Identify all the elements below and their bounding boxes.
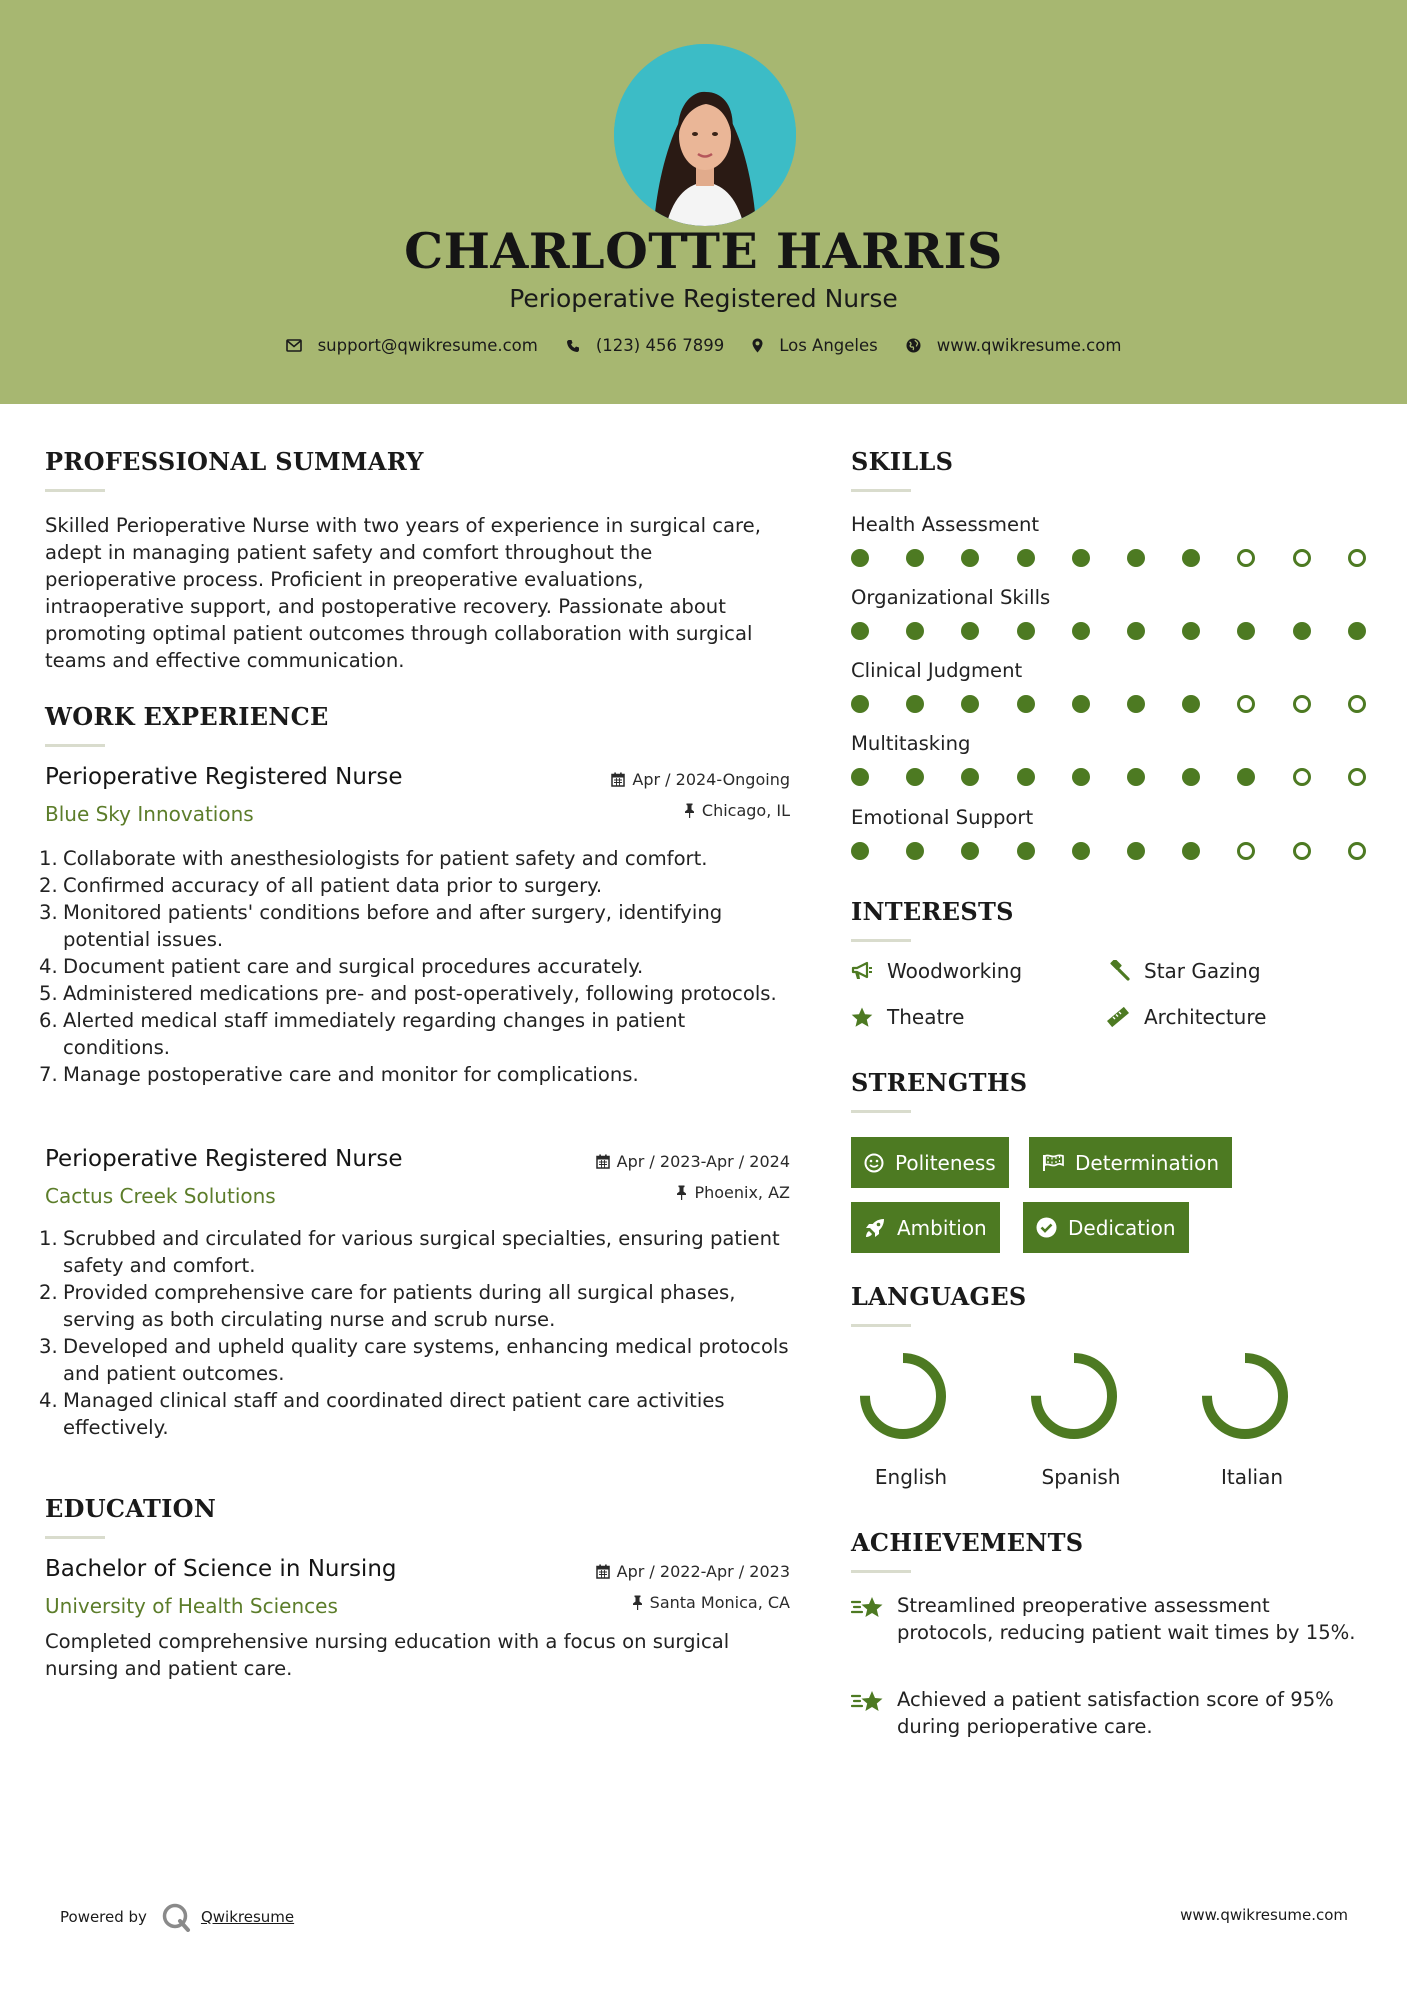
skill-dot-filled — [1072, 549, 1090, 567]
interest-item — [1106, 959, 1261, 983]
job-bullet-text: Managed clinical staff and coordinated direct patient care activities effectively. — [63, 1389, 725, 1439]
skill-dot-filled — [1127, 842, 1145, 860]
interest-label: Theatre — [887, 1005, 965, 1029]
section-rule-strengths — [851, 1110, 911, 1113]
smile-icon — [864, 1153, 884, 1173]
section-title-achievements: ACHIEVEMENTS — [851, 1528, 1084, 1557]
skill-dot-filled — [961, 768, 979, 786]
section-title-experience: WORK EXPERIENCE — [45, 702, 329, 731]
interest-item — [851, 959, 1022, 983]
powered-by-label: Powered by — [60, 1908, 147, 1926]
skill-rating — [851, 622, 1367, 642]
job-bullet — [39, 1061, 790, 1088]
skill-name: Emotional Support — [851, 806, 1034, 829]
skill-dot-empty — [1348, 695, 1366, 713]
bullet-number: 6. — [39, 1009, 58, 1032]
skill-rating — [851, 549, 1367, 569]
language-proficiency-ring — [857, 1350, 949, 1442]
skill-dot-empty — [1348, 549, 1366, 567]
candidate-title: Perioperative Registered Nurse — [509, 284, 898, 313]
skill-dot-filled — [1182, 622, 1200, 640]
map-pin-icon — [752, 338, 763, 353]
section-rule-education — [45, 1536, 105, 1539]
envelope-icon — [286, 339, 302, 352]
resume-header — [0, 0, 1407, 404]
language-name: English — [874, 1465, 948, 1489]
job-bullet-list — [39, 1225, 790, 1441]
job-location-text: Phoenix, AZ — [694, 1183, 790, 1202]
skill-name: Organizational Skills — [851, 586, 1051, 609]
contact-location — [752, 336, 878, 355]
qwikresume-link[interactable]: Qwikresume — [200, 1908, 295, 1926]
language-ring-arc — [865, 1358, 941, 1434]
strength-label: Determination — [1075, 1150, 1220, 1175]
strength-tag — [851, 1137, 1009, 1188]
strength-tag — [851, 1202, 1000, 1253]
interest-item — [851, 1005, 964, 1029]
achievement-text: Achieved a patient satisfaction score of 95% during perioperative care. — [897, 1688, 1334, 1738]
job-bullet-text: Collaborate with anesthesiologists for patient safety and comfort. — [63, 847, 708, 870]
contact-email[interactable] — [286, 336, 538, 355]
bullet-number: 1. — [39, 847, 58, 870]
job-entry-header — [45, 1146, 790, 1216]
section-title-summary: PROFESSIONAL SUMMARY — [45, 447, 424, 476]
skill-dot-empty — [1293, 695, 1311, 713]
skill-dot-filled — [1348, 622, 1366, 640]
skill-dot-filled — [906, 842, 924, 860]
section-rule-achievements — [851, 1570, 911, 1573]
strength-label: Politeness — [895, 1150, 996, 1175]
contact-phone-text: (123) 456 7899 — [595, 336, 725, 355]
globe-icon — [906, 338, 921, 353]
skill-dot-filled — [961, 842, 979, 860]
education-dates-text: Apr / 2022-Apr / 2023 — [616, 1562, 790, 1581]
skill-dot-filled — [851, 842, 869, 860]
profile-photo — [614, 44, 796, 226]
skill-dot-filled — [1072, 842, 1090, 860]
skill-dot-filled — [1237, 768, 1255, 786]
skill-name: Multitasking — [851, 732, 971, 755]
contact-row — [0, 336, 1407, 355]
skill-dot-filled — [1017, 695, 1035, 713]
check-circle-icon — [1036, 1217, 1057, 1238]
job-bullet — [39, 872, 790, 899]
skill-dot-filled — [1127, 768, 1145, 786]
skill-dot-empty — [1237, 549, 1255, 567]
job-role: Perioperative Registered Nurse — [45, 764, 403, 790]
pushpin-icon — [632, 1595, 643, 1610]
section-rule-interests — [851, 939, 911, 942]
skill-name: Health Assessment — [851, 513, 1040, 536]
job-entry-header — [45, 764, 790, 834]
bullet-number: 3. — [39, 1335, 58, 1358]
job-bullet-text: Manage postoperative care and monitor for complications. — [63, 1063, 639, 1086]
job-bullet — [39, 953, 790, 980]
footer-website[interactable]: www.qwikresume.com — [1180, 1906, 1348, 1924]
interest-item — [1106, 1005, 1266, 1029]
education-entry-header — [45, 1556, 790, 1626]
skill-dot-filled — [961, 695, 979, 713]
skill-dot-filled — [1072, 768, 1090, 786]
achievement-item — [851, 1592, 1371, 1646]
calendar-icon — [596, 1564, 610, 1579]
skill-dot-filled — [1293, 622, 1311, 640]
interest-label: Star Gazing — [1144, 959, 1261, 983]
skill-dot-filled — [906, 622, 924, 640]
education-degree: Bachelor of Science in Nursing — [45, 1556, 397, 1582]
section-title-education: EDUCATION — [45, 1494, 217, 1523]
star-icon — [851, 1007, 873, 1028]
job-bullet — [39, 1279, 790, 1333]
summary-text: Skilled Perioperative Nurse with two years of experience in surgical care, adept in managing patient safety and comfort throughout the perioperative process. Proficient in preoperative evaluations, intraoperative support, and postoperative recovery. Passionate about promoting optimal patient outcomes through collaboration with surgical teams and effective communication. — [45, 514, 761, 672]
skill-dot-empty — [1237, 842, 1255, 860]
section-title-strengths: STRENGTHS — [851, 1068, 1028, 1097]
bullet-number: 4. — [39, 1389, 58, 1412]
gavel-icon — [1106, 960, 1130, 982]
education-dates — [596, 1562, 790, 1581]
contact-phone[interactable] — [566, 336, 724, 355]
skill-dot-filled — [851, 768, 869, 786]
language-proficiency-ring — [1199, 1350, 1291, 1442]
pushpin-icon — [684, 803, 695, 818]
job-bullet — [39, 845, 790, 872]
skill-dot-filled — [1072, 695, 1090, 713]
job-bullet-text: Confirmed accuracy of all patient data prior to surgery. — [63, 874, 603, 897]
bullet-number: 3. — [39, 901, 58, 924]
job-company: Cactus Creek Solutions — [45, 1184, 276, 1208]
job-company: Blue Sky Innovations — [45, 802, 254, 826]
job-bullet — [39, 1387, 790, 1441]
shooting-star-icon — [851, 1594, 885, 1622]
rocket-icon — [864, 1217, 886, 1239]
calendar-icon — [596, 1154, 610, 1169]
strength-tag — [1029, 1137, 1232, 1188]
bullet-number: 2. — [39, 874, 58, 897]
footer-powered-by — [60, 1902, 294, 1932]
language-ring-arc — [1207, 1358, 1283, 1434]
skill-rating — [851, 842, 1367, 862]
skill-dot-empty — [1348, 768, 1366, 786]
language-ring-arc — [1036, 1358, 1112, 1434]
skill-dot-filled — [1127, 695, 1145, 713]
skill-dot-filled — [906, 695, 924, 713]
job-bullet — [39, 1007, 790, 1061]
skill-dot-filled — [961, 622, 979, 640]
job-bullet-text: Monitored patients' conditions before and after surgery, identifying potential issues. — [63, 901, 723, 951]
skill-dot-filled — [961, 549, 979, 567]
skill-dot-filled — [906, 768, 924, 786]
skill-dot-filled — [1182, 842, 1200, 860]
megaphone-icon — [851, 961, 873, 981]
education-location-text: Santa Monica, CA — [649, 1593, 790, 1612]
skill-name: Clinical Judgment — [851, 659, 1023, 682]
phone-icon — [566, 339, 580, 353]
job-bullet-text: Scrubbed and circulated for various surgical specialties, ensuring patient safety and comfort. — [63, 1227, 780, 1277]
skill-rating — [851, 695, 1367, 715]
achievement-text: Streamlined preoperative assessment protocols, reducing patient wait times by 15%. — [897, 1594, 1356, 1644]
section-title-skills: SKILLS — [851, 447, 954, 476]
skill-dot-filled — [1017, 622, 1035, 640]
skill-dot-filled — [906, 549, 924, 567]
skill-dot-filled — [851, 695, 869, 713]
job-bullet-text: Administered medications pre- and post-operatively, following protocols. — [63, 982, 777, 1005]
section-title-languages: LANGUAGES — [851, 1282, 1027, 1311]
job-dates-text: Apr / 2024-Ongoing — [632, 770, 790, 789]
strength-tag — [1023, 1202, 1189, 1253]
flag-icon — [1042, 1154, 1064, 1172]
skill-dot-filled — [1017, 549, 1035, 567]
education-location — [632, 1593, 790, 1612]
bullet-number: 4. — [39, 955, 58, 978]
job-location — [684, 801, 790, 820]
job-dates — [596, 1152, 790, 1171]
education-description: Completed comprehensive nursing education with a focus on surgical nursing and patient care. — [45, 1630, 730, 1680]
skill-dot-filled — [1182, 549, 1200, 567]
contact-email-text: support@qwikresume.com — [317, 336, 538, 355]
strength-label: Ambition — [897, 1215, 987, 1240]
job-location — [676, 1183, 790, 1202]
skill-dot-empty — [1293, 842, 1311, 860]
skill-dot-filled — [1182, 768, 1200, 786]
skill-dot-empty — [1293, 549, 1311, 567]
job-bullet — [39, 899, 790, 953]
section-rule-summary — [45, 489, 105, 492]
bullet-number: 5. — [39, 982, 58, 1005]
interest-label: Architecture — [1144, 1005, 1267, 1029]
skill-dot-filled — [851, 622, 869, 640]
language-proficiency-ring — [1028, 1350, 1120, 1442]
skill-dot-filled — [1127, 549, 1145, 567]
shooting-star-icon — [851, 1688, 885, 1716]
job-bullet-list — [39, 845, 790, 1088]
language-name: Spanish — [1041, 1465, 1121, 1489]
bullet-number: 1. — [39, 1227, 58, 1250]
candidate-name: CHARLOTTE HARRIS — [404, 222, 1003, 280]
job-location-text: Chicago, IL — [701, 801, 790, 820]
job-bullet-text: Alerted medical staff immediately regarding changes in patient conditions. — [63, 1009, 686, 1059]
skill-dot-filled — [1127, 622, 1145, 640]
strength-label: Dedication — [1068, 1215, 1176, 1240]
section-rule-experience — [45, 744, 105, 747]
job-bullet-text: Document patient care and surgical procedures accurately. — [63, 955, 644, 978]
qwikresume-logo-icon — [161, 1902, 191, 1932]
skill-dot-filled — [1017, 842, 1035, 860]
achievement-item — [851, 1686, 1371, 1740]
skill-dot-filled — [1072, 622, 1090, 640]
skill-dot-empty — [1237, 695, 1255, 713]
job-bullet — [39, 1333, 790, 1387]
contact-website[interactable] — [906, 336, 1122, 355]
interest-label: Woodworking — [887, 959, 1023, 983]
bullet-number: 7. — [39, 1063, 58, 1086]
skill-dot-empty — [1293, 768, 1311, 786]
section-rule-skills — [851, 489, 911, 492]
skill-dot-filled — [1017, 768, 1035, 786]
skill-dot-filled — [1182, 695, 1200, 713]
profile-photo-illustration — [614, 44, 796, 226]
ruler-icon — [1106, 1006, 1130, 1028]
job-role: Perioperative Registered Nurse — [45, 1146, 403, 1172]
job-bullet-text: Provided comprehensive care for patients during all surgical phases, serving as both circulating nurse and scrub nurse. — [63, 1281, 736, 1331]
skill-dot-empty — [1348, 842, 1366, 860]
skill-dot-filled — [1237, 622, 1255, 640]
job-dates — [611, 770, 790, 789]
education-school: University of Health Sciences — [45, 1594, 338, 1618]
contact-website-text: www.qwikresume.com — [936, 336, 1122, 355]
job-bullet — [39, 980, 790, 1007]
job-dates-text: Apr / 2023-Apr / 2024 — [616, 1152, 790, 1171]
job-bullet — [39, 1225, 790, 1279]
calendar-icon — [611, 772, 625, 787]
pushpin-icon — [676, 1185, 687, 1200]
language-name: Italian — [1220, 1465, 1284, 1489]
section-rule-languages — [851, 1324, 911, 1327]
job-bullet-text: Developed and upheld quality care systems, enhancing medical protocols and patient outcomes. — [63, 1335, 789, 1385]
contact-location-text: Los Angeles — [779, 336, 878, 355]
skill-dot-filled — [851, 549, 869, 567]
bullet-number: 2. — [39, 1281, 58, 1304]
section-title-interests: INTERESTS — [851, 897, 1014, 926]
skill-rating — [851, 768, 1367, 788]
